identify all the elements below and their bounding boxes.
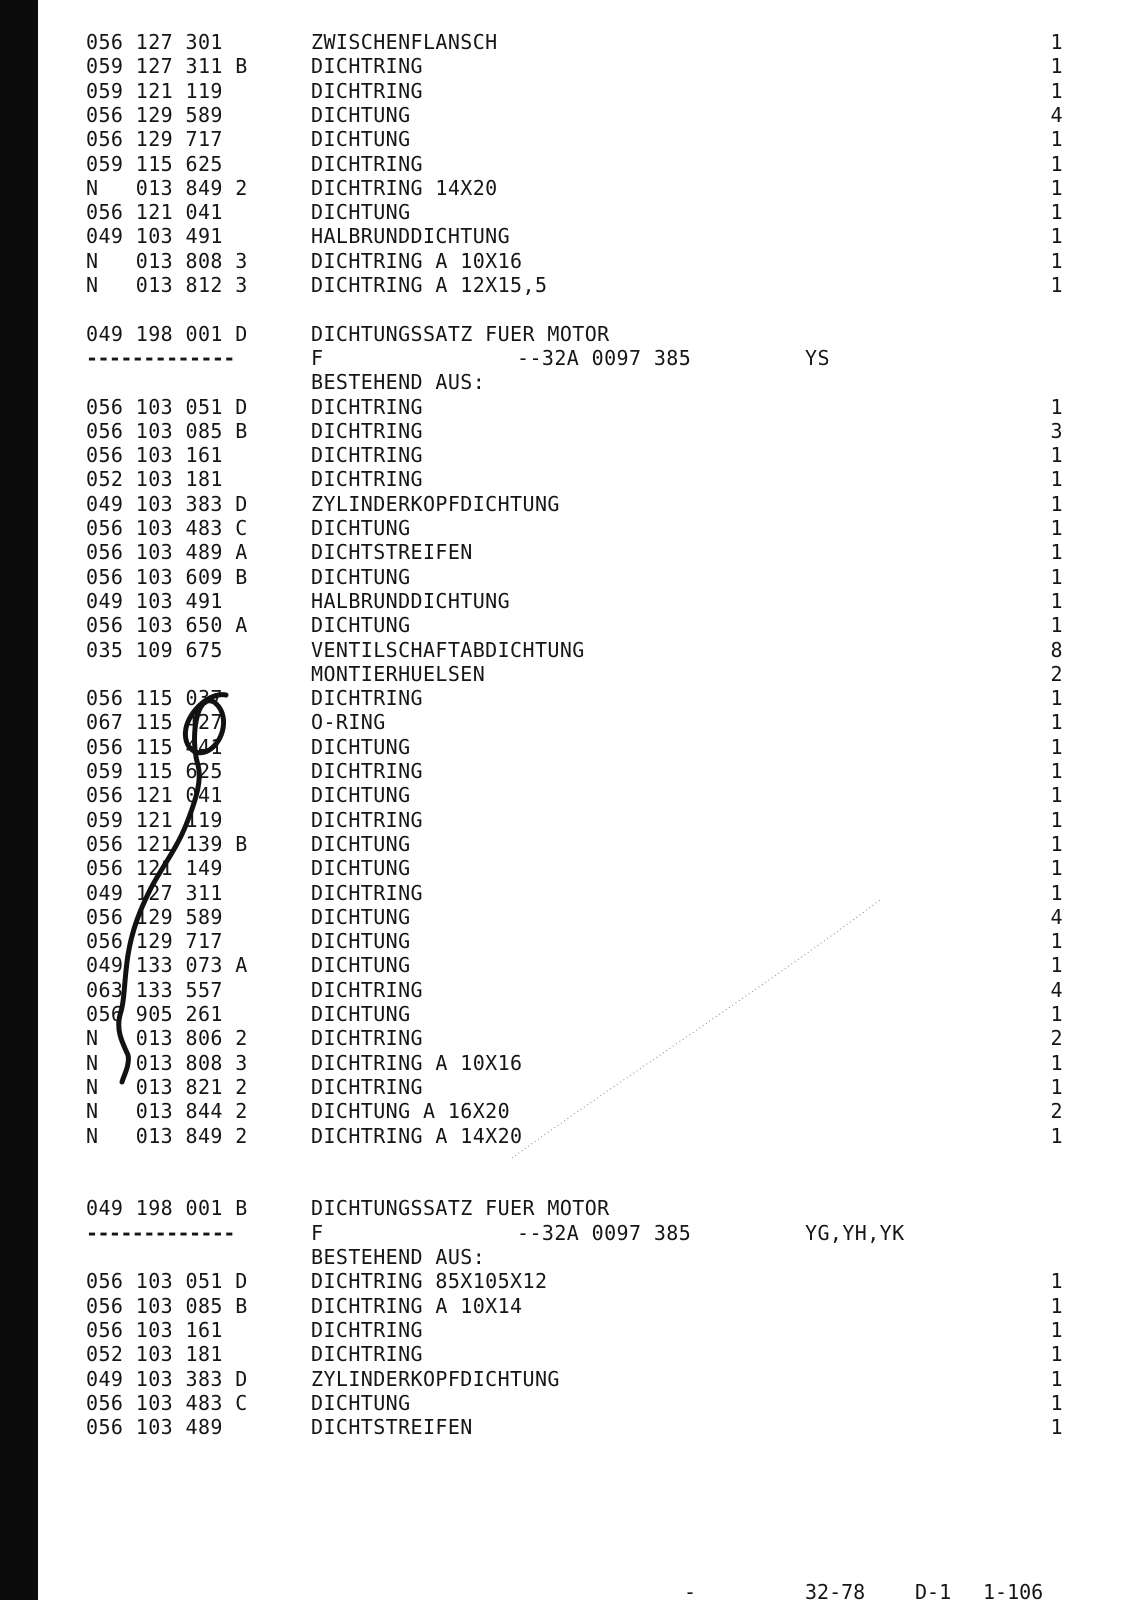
- parts-row: [0, 492, 1141, 516]
- part-number: 052 103 181: [86, 467, 248, 491]
- parts-row: [0, 273, 1141, 297]
- part-description: DICHTRING A 10X16: [311, 1051, 523, 1075]
- part-number: 056 103 051 D: [86, 1269, 248, 1293]
- part-quantity: 4: [1050, 103, 1063, 127]
- parts-row: [0, 905, 1141, 929]
- part-number: N 013 821 2: [86, 1075, 248, 1099]
- part-number: 056 103 489: [86, 1415, 248, 1439]
- part-quantity: 1: [1050, 54, 1063, 78]
- part-quantity: 1: [1050, 249, 1063, 273]
- part-number: 056 129 717: [86, 127, 248, 151]
- parts-row: [0, 1075, 1141, 1099]
- part-number: 056 115 441: [86, 735, 248, 759]
- part-quantity: 2: [1050, 1099, 1063, 1123]
- part-description: DICHTUNG: [311, 200, 411, 224]
- part-quantity: 1: [1050, 856, 1063, 880]
- part-quantity: 1: [1050, 79, 1063, 103]
- parts-row: [0, 832, 1141, 856]
- kit-description: DICHTUNGSSATZ FUER MOTOR: [311, 322, 610, 346]
- part-number: N 013 808 3: [86, 1051, 248, 1075]
- part-description: ZYLINDERKOPFDICHTUNG: [311, 1367, 560, 1391]
- kit-reference-row: [0, 346, 1141, 370]
- part-description: DICHTRING: [311, 79, 423, 103]
- part-number: 049 103 491: [86, 589, 248, 613]
- part-description: HALBRUNDDICHTUNG: [311, 589, 511, 613]
- parts-row: [0, 710, 1141, 734]
- parts-row: [0, 395, 1141, 419]
- part-number: N 013 812 3: [86, 273, 248, 297]
- part-description: VENTILSCHAFTABDICHTUNG: [311, 638, 585, 662]
- parts-row: [0, 1269, 1141, 1293]
- parts-row: [0, 929, 1141, 953]
- part-quantity: 1: [1050, 613, 1063, 637]
- part-number: 056 103 085 B: [86, 1294, 248, 1318]
- part-description: DICHTUNG: [311, 856, 411, 880]
- reference-number: --32A 0097 385: [517, 1221, 692, 1245]
- part-number: 049 127 311: [86, 881, 248, 905]
- part-quantity: 1: [1050, 589, 1063, 613]
- parts-row: [0, 176, 1141, 200]
- part-description: ZYLINDERKOPFDICHTUNG: [311, 492, 560, 516]
- kit-header-row: [0, 1196, 1141, 1220]
- part-quantity: 1: [1050, 1075, 1063, 1099]
- part-description: DICHTSTREIFEN: [311, 540, 473, 564]
- part-quantity: 1: [1050, 929, 1063, 953]
- part-quantity: 1: [1050, 492, 1063, 516]
- part-description: DICHTUNG: [311, 103, 411, 127]
- part-quantity: 1: [1050, 200, 1063, 224]
- parts-row: [0, 735, 1141, 759]
- parts-row: [0, 808, 1141, 832]
- part-number: 059 121 119: [86, 79, 248, 103]
- part-description: DICHTUNG: [311, 783, 411, 807]
- part-number: 063 133 557: [86, 978, 248, 1002]
- parts-row: [0, 953, 1141, 977]
- part-quantity: 1: [1050, 1294, 1063, 1318]
- parts-row: [0, 638, 1141, 662]
- part-number: 056 103 161: [86, 1318, 248, 1342]
- part-quantity: 1: [1050, 1051, 1063, 1075]
- part-quantity: 1: [1050, 152, 1063, 176]
- part-number: 059 121 119: [86, 808, 248, 832]
- parts-row: [0, 881, 1141, 905]
- part-number: 056 129 589: [86, 905, 248, 929]
- part-description: DICHTUNG: [311, 516, 411, 540]
- part-quantity: 1: [1050, 808, 1063, 832]
- part-description: DICHTRING: [311, 978, 423, 1002]
- parts-row: [0, 30, 1141, 54]
- part-description: DICHTUNG: [311, 127, 411, 151]
- part-quantity: 3: [1050, 419, 1063, 443]
- part-quantity: 1: [1050, 881, 1063, 905]
- part-description: DICHTRING A 10X14: [311, 1294, 523, 1318]
- parts-row: [0, 1026, 1141, 1050]
- part-description: DICHTRING: [311, 881, 423, 905]
- parts-row: [0, 1342, 1141, 1366]
- part-number: 049 103 383 D: [86, 1367, 248, 1391]
- reference-prefix: F: [311, 1221, 324, 1245]
- part-quantity: 1: [1050, 127, 1063, 151]
- part-number: 056 103 483 C: [86, 516, 248, 540]
- part-quantity: 1: [1050, 1342, 1063, 1366]
- part-description: DICHTRING: [311, 443, 423, 467]
- part-number: 056 103 489 A: [86, 540, 248, 564]
- part-number: 056 121 149: [86, 856, 248, 880]
- part-description: DICHTRING A 14X20: [311, 1124, 523, 1148]
- part-quantity: 2: [1050, 1026, 1063, 1050]
- part-quantity: 1: [1050, 224, 1063, 248]
- part-number: 056 121 041: [86, 783, 248, 807]
- part-number: 035 109 675: [86, 638, 248, 662]
- parts-row: [0, 103, 1141, 127]
- part-description: DICHTUNG: [311, 1391, 411, 1415]
- part-description: DICHTRING: [311, 419, 423, 443]
- consists-of-label: BESTEHEND AUS:: [311, 1245, 486, 1269]
- part-quantity: 1: [1050, 176, 1063, 200]
- part-description: O-RING: [311, 710, 386, 734]
- parts-row: [0, 1391, 1141, 1415]
- part-number: 056 129 717: [86, 929, 248, 953]
- part-description: DICHTUNG: [311, 565, 411, 589]
- parts-row: [0, 1099, 1141, 1123]
- part-description: DICHTUNG A 16X20: [311, 1099, 511, 1123]
- consists-of-label: BESTEHEND AUS:: [311, 370, 486, 394]
- part-number: [86, 662, 248, 686]
- underline-rule: -------------: [86, 346, 235, 370]
- part-number: 059 127 311 B: [86, 54, 248, 78]
- part-quantity: 1: [1050, 710, 1063, 734]
- part-number: 049 103 383 D: [86, 492, 248, 516]
- part-quantity: 1: [1050, 1124, 1063, 1148]
- part-quantity: 4: [1050, 978, 1063, 1002]
- parts-row: [0, 79, 1141, 103]
- consists-of-row: [0, 1245, 1141, 1269]
- part-quantity: 1: [1050, 1415, 1063, 1439]
- parts-row: [0, 662, 1141, 686]
- kit-reference-row: [0, 1221, 1141, 1245]
- parts-row: [0, 856, 1141, 880]
- part-description: DICHTRING: [311, 1318, 423, 1342]
- part-quantity: 1: [1050, 1318, 1063, 1342]
- part-number: 059 115 625: [86, 759, 248, 783]
- part-description: DICHTUNG: [311, 613, 411, 637]
- parts-row: [0, 1318, 1141, 1342]
- part-description: DICHTUNG: [311, 735, 411, 759]
- part-number: N 013 849 2: [86, 1124, 248, 1148]
- part-number: 056 103 161: [86, 443, 248, 467]
- part-description: DICHTRING 14X20: [311, 176, 498, 200]
- parts-row: [0, 127, 1141, 151]
- parts-row: [0, 540, 1141, 564]
- engine-codes: YS: [805, 346, 830, 370]
- part-description: DICHTRING: [311, 395, 423, 419]
- part-number: 056 129 589: [86, 103, 248, 127]
- part-quantity: 1: [1050, 30, 1063, 54]
- part-description: DICHTSTREIFEN: [311, 1415, 473, 1439]
- kit-part-number: 049 198 001 B: [86, 1196, 248, 1220]
- part-quantity: 4: [1050, 905, 1063, 929]
- part-quantity: 1: [1050, 735, 1063, 759]
- part-description: DICHTUNG: [311, 832, 411, 856]
- parts-row: [0, 759, 1141, 783]
- part-number: N 013 849 2: [86, 176, 248, 200]
- part-quantity: 1: [1050, 395, 1063, 419]
- part-quantity: 1: [1050, 953, 1063, 977]
- parts-row: [0, 1051, 1141, 1075]
- parts-row: [0, 443, 1141, 467]
- parts-row: [0, 200, 1141, 224]
- part-number: 049 103 491: [86, 224, 248, 248]
- part-description: DICHTRING: [311, 54, 423, 78]
- part-description: DICHTRING 85X105X12: [311, 1269, 548, 1293]
- part-number: 056 121 041: [86, 200, 248, 224]
- parts-row: [0, 152, 1141, 176]
- part-number: N 013 808 3: [86, 249, 248, 273]
- part-number: 056 103 051 D: [86, 395, 248, 419]
- parts-row: [0, 1002, 1141, 1026]
- part-number: 056 121 139 B: [86, 832, 248, 856]
- parts-row: [0, 783, 1141, 807]
- footer-section: D-1: [915, 1580, 952, 1604]
- reference-number: --32A 0097 385: [517, 346, 692, 370]
- parts-row: [0, 54, 1141, 78]
- part-description: DICHTRING: [311, 686, 423, 710]
- parts-row: [0, 1294, 1141, 1318]
- part-quantity: 1: [1050, 832, 1063, 856]
- part-description: DICHTRING: [311, 759, 423, 783]
- part-description: DICHTRING: [311, 808, 423, 832]
- part-number: 059 115 625: [86, 152, 248, 176]
- part-description: DICHTRING: [311, 152, 423, 176]
- part-description: DICHTRING A 10X16: [311, 249, 523, 273]
- part-number: 049 133 073 A: [86, 953, 248, 977]
- parts-row: [0, 1124, 1141, 1148]
- part-number: 056 103 085 B: [86, 419, 248, 443]
- part-quantity: 1: [1050, 540, 1063, 564]
- parts-row: [0, 978, 1141, 1002]
- part-quantity: 1: [1050, 783, 1063, 807]
- part-quantity: 1: [1050, 1367, 1063, 1391]
- parts-row: [0, 1415, 1141, 1439]
- part-number: 056 905 261: [86, 1002, 248, 1026]
- parts-row: [0, 589, 1141, 613]
- parts-row: [0, 467, 1141, 491]
- footer-code: 32-78: [805, 1580, 866, 1604]
- part-description: ZWISCHENFLANSCH: [311, 30, 498, 54]
- part-quantity: 1: [1050, 565, 1063, 589]
- engine-codes: YG,YH,YK: [805, 1221, 905, 1245]
- kit-part-number: 049 198 001 D: [86, 322, 248, 346]
- part-description: DICHTRING: [311, 1075, 423, 1099]
- part-description: DICHTRING: [311, 467, 423, 491]
- part-number: 052 103 181: [86, 1342, 248, 1366]
- consists-of-row: [0, 370, 1141, 394]
- part-number: 056 103 483 C: [86, 1391, 248, 1415]
- part-number: 056 115 037: [86, 686, 248, 710]
- part-number: 056 103 609 B: [86, 565, 248, 589]
- parts-row: [0, 224, 1141, 248]
- part-quantity: 1: [1050, 467, 1063, 491]
- footer-page-number: 1-106: [983, 1580, 1044, 1604]
- parts-row: [0, 686, 1141, 710]
- parts-row: [0, 565, 1141, 589]
- parts-row: [0, 516, 1141, 540]
- parts-row: [0, 249, 1141, 273]
- part-quantity: 1: [1050, 759, 1063, 783]
- parts-row: [0, 1367, 1141, 1391]
- part-number: 056 127 301: [86, 30, 248, 54]
- part-number: N 013 844 2: [86, 1099, 248, 1123]
- part-description: DICHTUNG: [311, 929, 411, 953]
- part-quantity: 1: [1050, 273, 1063, 297]
- part-description: DICHTRING: [311, 1026, 423, 1050]
- part-description: HALBRUNDDICHTUNG: [311, 224, 511, 248]
- part-description: DICHTRING A 12X15,5: [311, 273, 548, 297]
- part-quantity: 1: [1050, 443, 1063, 467]
- kit-header-row: [0, 322, 1141, 346]
- footer-dash: -: [684, 1580, 697, 1604]
- underline-rule: -------------: [86, 1221, 235, 1245]
- part-quantity: 8: [1050, 638, 1063, 662]
- part-description: DICHTUNG: [311, 905, 411, 929]
- part-number: 067 115 427: [86, 710, 248, 734]
- part-description: MONTIERHUELSEN: [311, 662, 486, 686]
- part-description: DICHTUNG: [311, 953, 411, 977]
- part-quantity: 1: [1050, 1269, 1063, 1293]
- part-quantity: 1: [1050, 1391, 1063, 1415]
- reference-prefix: F: [311, 346, 324, 370]
- part-number: 056 103 650 A: [86, 613, 248, 637]
- part-quantity: 1: [1050, 686, 1063, 710]
- part-description: DICHTRING: [311, 1342, 423, 1366]
- part-description: DICHTUNG: [311, 1002, 411, 1026]
- parts-row: [0, 419, 1141, 443]
- part-quantity: 2: [1050, 662, 1063, 686]
- parts-row: [0, 613, 1141, 637]
- part-number: N 013 806 2: [86, 1026, 248, 1050]
- part-quantity: 1: [1050, 516, 1063, 540]
- kit-description: DICHTUNGSSATZ FUER MOTOR: [311, 1196, 610, 1220]
- part-quantity: 1: [1050, 1002, 1063, 1026]
